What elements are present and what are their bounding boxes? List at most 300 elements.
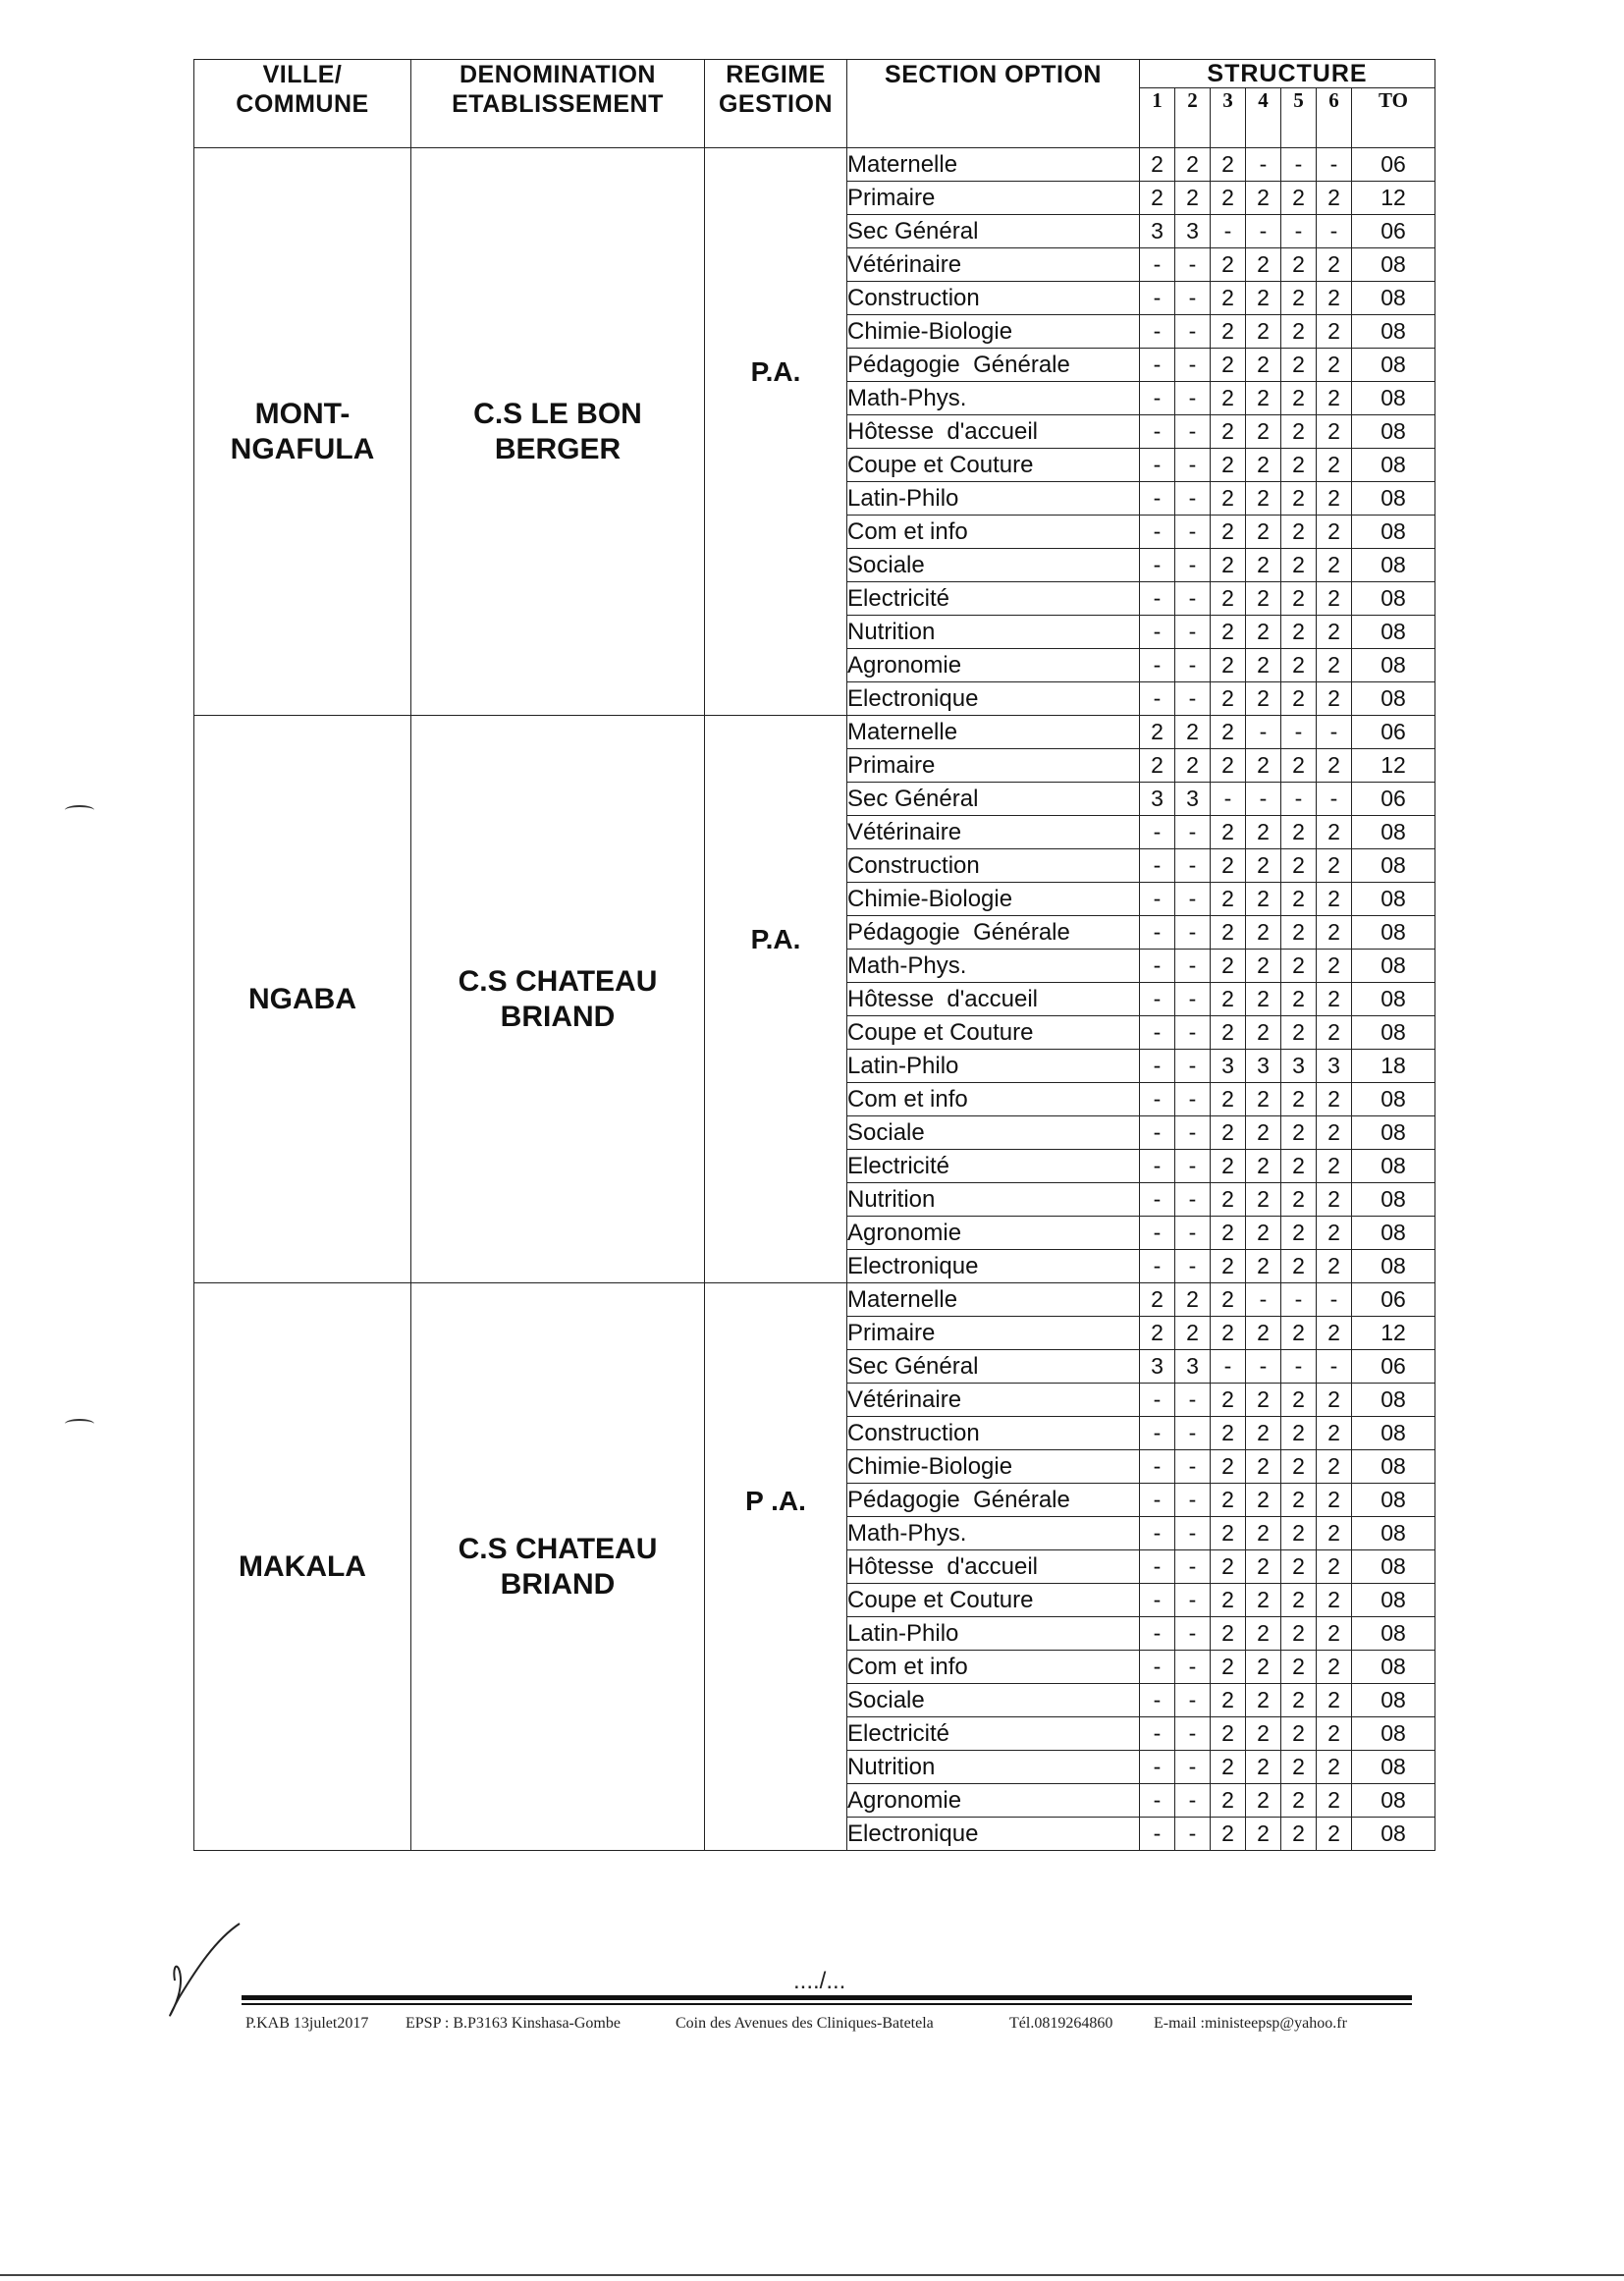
structure-col-3-cell: 2 [1211,1217,1246,1250]
structure-col-2-cell: - [1175,950,1211,983]
structure-col-3-cell: 2 [1211,582,1246,616]
structure-col-6-cell: 2 [1317,616,1352,649]
structure-col-3-cell: 2 [1211,1116,1246,1150]
section-option-cell: Electricité [847,1150,1140,1183]
structure-col-2-cell: - [1175,1417,1211,1450]
structure-col-5-cell: 2 [1281,1717,1317,1751]
structure-col-4-cell: 2 [1246,983,1281,1016]
structure-total-cell: 06 [1352,148,1435,182]
structure-total-cell: 08 [1352,1016,1435,1050]
structure-total-cell: 06 [1352,215,1435,248]
table-row [194,148,1435,182]
regime-label: P .A. [745,1486,806,1516]
structure-total-cell: 08 [1352,382,1435,415]
structure-total-cell: 08 [1352,449,1435,482]
section-option-cell: Electronique [847,1250,1140,1283]
structure-col-4-cell: 2 [1246,849,1281,883]
structure-total-cell: 08 [1352,582,1435,616]
structure-col-5-cell: 2 [1281,749,1317,783]
structure-col-3-cell: 2 [1211,950,1246,983]
section-option-cell: Coupe et Couture [847,449,1140,482]
structure-col-4-cell: 2 [1246,1584,1281,1617]
structure-col-6-cell: - [1317,716,1352,749]
structure-col-4-cell: 2 [1246,616,1281,649]
structure-col-2-cell: - [1175,1584,1211,1617]
structure-col-3-cell: 2 [1211,349,1246,382]
structure-col-5-cell: 2 [1281,1550,1317,1584]
scan-mark [65,805,94,815]
structure-col-1-cell: - [1140,1050,1175,1083]
structure-col-5-cell: 2 [1281,1818,1317,1851]
structure-col-2-cell: 2 [1175,1317,1211,1350]
section-option-cell: Sec Général [847,783,1140,816]
structure-col-3-cell: 2 [1211,182,1246,215]
structure-col-1-cell: 2 [1140,716,1175,749]
structure-col-6-cell: 2 [1317,449,1352,482]
structure-col-1-cell: - [1140,1550,1175,1584]
structure-col-5-cell: - [1281,1283,1317,1317]
structure-col-1-cell: - [1140,1384,1175,1417]
structure-col-3-cell: 2 [1211,1250,1246,1283]
section-option-cell: Agronomie [847,1784,1140,1818]
regime-gestion-cell [705,716,847,1283]
structure-total-cell: 08 [1352,1250,1435,1283]
structure-col-5-cell: - [1281,1350,1317,1384]
structure-col-1-cell: - [1140,582,1175,616]
structure-col-3-cell: - [1211,215,1246,248]
structure-col-6-cell: 2 [1317,916,1352,950]
structure-total-cell: 08 [1352,1083,1435,1116]
structure-col-1-cell: - [1140,248,1175,282]
structure-col-4-cell: 2 [1246,916,1281,950]
structure-col-6-cell: 2 [1317,1384,1352,1417]
header-col-5: 5 [1281,88,1317,148]
structure-col-5-cell: 2 [1281,1116,1317,1150]
structure-col-4-cell: - [1246,1283,1281,1317]
section-option-cell: Maternelle [847,148,1140,182]
structure-total-cell: 08 [1352,983,1435,1016]
section-option-cell: Nutrition [847,1183,1140,1217]
structure-col-6-cell: 2 [1317,282,1352,315]
structure-col-2-cell: 2 [1175,1283,1211,1317]
footer-location: Coin des Avenues des Cliniques-Batetela [676,2015,934,2032]
etablissement-cell: C.S LE BON BERGER [411,148,705,716]
structure-col-4-cell: 2 [1246,1818,1281,1851]
structure-col-6-cell: 2 [1317,1784,1352,1818]
header-regime: REGIME GESTION [705,60,847,148]
section-option-cell: Vétérinaire [847,248,1140,282]
structure-col-4-cell: 2 [1246,1250,1281,1283]
structure-col-2-cell: 3 [1175,1350,1211,1384]
structure-col-6-cell: 2 [1317,1717,1352,1751]
structure-col-1-cell: - [1140,415,1175,449]
structure-col-4-cell: 2 [1246,883,1281,916]
scan-mark [65,1419,94,1429]
structure-col-5-cell: 2 [1281,282,1317,315]
structure-col-5-cell: 2 [1281,849,1317,883]
section-option-cell: Pédagogie Générale [847,349,1140,382]
structure-table [193,59,1435,1851]
structure-col-2-cell: - [1175,1183,1211,1217]
structure-col-5-cell: 2 [1281,883,1317,916]
header-col-1: 1 [1140,88,1175,148]
section-option-cell: Coupe et Couture [847,1584,1140,1617]
structure-col-5-cell: 2 [1281,1651,1317,1684]
structure-total-cell: 08 [1352,1584,1435,1617]
structure-col-4-cell: 2 [1246,549,1281,582]
structure-col-6-cell: 2 [1317,1116,1352,1150]
structure-col-3-cell: 2 [1211,1717,1246,1751]
structure-col-2-cell: - [1175,883,1211,916]
structure-col-1-cell: - [1140,950,1175,983]
section-option-cell: Maternelle [847,1283,1140,1317]
structure-col-4-cell: 2 [1246,282,1281,315]
structure-col-6-cell: 2 [1317,1651,1352,1684]
structure-col-3-cell: 2 [1211,1317,1246,1350]
structure-col-4-cell: 2 [1246,248,1281,282]
section-option-cell: Primaire [847,749,1140,783]
structure-col-3-cell: 2 [1211,482,1246,516]
section-option-cell: Construction [847,849,1140,883]
structure-col-6-cell: 2 [1317,1617,1352,1651]
structure-col-5-cell: 2 [1281,1784,1317,1818]
structure-col-6-cell: 3 [1317,1050,1352,1083]
structure-col-6-cell: 2 [1317,516,1352,549]
structure-col-1-cell: - [1140,1751,1175,1784]
structure-col-1-cell: - [1140,1617,1175,1651]
structure-col-4-cell: 2 [1246,1083,1281,1116]
footer-email: E-mail :ministeepsp@yahoo.fr [1154,2015,1347,2032]
section-option-cell: Coupe et Couture [847,1016,1140,1050]
header-col-3: 3 [1211,88,1246,148]
structure-col-3-cell: 2 [1211,315,1246,349]
structure-col-3-cell: 2 [1211,1484,1246,1517]
etablissement-cell: C.S CHATEAU BRIAND [411,1283,705,1851]
structure-col-2-cell: 3 [1175,783,1211,816]
section-option-cell: Electricité [847,582,1140,616]
structure-col-3-cell: 2 [1211,1684,1246,1717]
structure-col-1-cell: - [1140,883,1175,916]
structure-col-4-cell: 2 [1246,1550,1281,1584]
structure-col-2-cell: - [1175,549,1211,582]
structure-col-1-cell: - [1140,449,1175,482]
structure-col-2-cell: - [1175,1450,1211,1484]
structure-col-1-cell: - [1140,315,1175,349]
structure-col-5-cell: 2 [1281,449,1317,482]
structure-total-cell: 08 [1352,1550,1435,1584]
section-option-cell: Com et info [847,1651,1140,1684]
structure-col-2-cell: - [1175,916,1211,950]
structure-col-2-cell: - [1175,849,1211,883]
structure-col-6-cell: 2 [1317,1250,1352,1283]
section-option-cell: Sociale [847,1116,1140,1150]
structure-col-1-cell: - [1140,1250,1175,1283]
structure-col-6-cell: 2 [1317,1550,1352,1584]
structure-col-4-cell: 2 [1246,349,1281,382]
structure-col-4-cell: 2 [1246,1484,1281,1517]
handwritten-initial-mark [157,1920,245,2028]
header-col-total: TO [1352,88,1435,148]
header-structure: STRUCTURE [1140,60,1435,88]
section-option-cell: Com et info [847,1083,1140,1116]
section-option-cell: Sec Général [847,215,1140,248]
structure-total-cell: 08 [1352,482,1435,516]
structure-col-4-cell: 2 [1246,1617,1281,1651]
structure-col-6-cell: 2 [1317,1150,1352,1183]
structure-col-5-cell: 2 [1281,616,1317,649]
structure-col-4-cell: 2 [1246,582,1281,616]
structure-col-1-cell: - [1140,549,1175,582]
structure-col-6-cell: 2 [1317,1517,1352,1550]
structure-col-4-cell: - [1246,1350,1281,1384]
section-option-cell: Chimie-Biologie [847,1450,1140,1484]
structure-col-3-cell: 2 [1211,1283,1246,1317]
structure-total-cell: 08 [1352,883,1435,916]
structure-col-3-cell: 2 [1211,1784,1246,1818]
structure-col-3-cell: 2 [1211,649,1246,682]
structure-col-5-cell: 2 [1281,1150,1317,1183]
structure-col-4-cell: - [1246,215,1281,248]
structure-col-1-cell: - [1140,916,1175,950]
section-option-cell: Pédagogie Générale [847,1484,1140,1517]
structure-col-2-cell: - [1175,1250,1211,1283]
structure-total-cell: 08 [1352,649,1435,682]
structure-col-5-cell: 2 [1281,682,1317,716]
structure-col-1-cell: - [1140,516,1175,549]
structure-col-2-cell: - [1175,1217,1211,1250]
structure-col-2-cell: - [1175,1116,1211,1150]
structure-col-1-cell: - [1140,682,1175,716]
structure-col-1-cell: - [1140,849,1175,883]
structure-col-1-cell: - [1140,1684,1175,1717]
structure-col-3-cell: 2 [1211,516,1246,549]
structure-col-2-cell: - [1175,482,1211,516]
structure-total-cell: 08 [1352,315,1435,349]
structure-col-5-cell: 2 [1281,382,1317,415]
structure-col-3-cell: 2 [1211,1083,1246,1116]
structure-total-cell: 08 [1352,1417,1435,1450]
structure-col-3-cell: 2 [1211,883,1246,916]
structure-total-cell: 08 [1352,1751,1435,1784]
structure-col-2-cell: - [1175,616,1211,649]
structure-col-6-cell: 2 [1317,1751,1352,1784]
footer [245,2015,1424,2040]
header-col-2: 2 [1175,88,1211,148]
structure-col-1-cell: - [1140,482,1175,516]
structure-col-4-cell: 2 [1246,1384,1281,1417]
structure-col-2-cell: - [1175,516,1211,549]
section-option-cell: Agronomie [847,649,1140,682]
regime-label: P.A. [750,924,801,954]
structure-col-3-cell: 2 [1211,1150,1246,1183]
section-option-cell: Hôtesse d'accueil [847,415,1140,449]
structure-total-cell: 08 [1352,1717,1435,1751]
structure-col-5-cell: - [1281,716,1317,749]
structure-col-2-cell: - [1175,1150,1211,1183]
structure-col-1-cell: - [1140,1818,1175,1851]
structure-col-3-cell: 2 [1211,415,1246,449]
structure-col-5-cell: 2 [1281,315,1317,349]
section-option-cell: Chimie-Biologie [847,315,1140,349]
structure-col-5-cell: 2 [1281,1384,1317,1417]
structure-col-1-cell: - [1140,983,1175,1016]
structure-col-6-cell: 2 [1317,1183,1352,1217]
structure-col-1-cell: 2 [1140,148,1175,182]
structure-col-2-cell: - [1175,1050,1211,1083]
regime-gestion-cell [705,148,847,716]
structure-total-cell: 08 [1352,1684,1435,1717]
structure-col-5-cell: 2 [1281,1083,1317,1116]
structure-total-cell: 08 [1352,1517,1435,1550]
structure-col-3-cell: 2 [1211,916,1246,950]
structure-col-1-cell: - [1140,282,1175,315]
regime-label: P.A. [750,356,801,387]
structure-col-5-cell: 2 [1281,582,1317,616]
structure-col-5-cell: 2 [1281,1751,1317,1784]
structure-col-4-cell: 2 [1246,482,1281,516]
structure-col-6-cell: 2 [1317,349,1352,382]
section-option-cell: Hôtesse d'accueil [847,983,1140,1016]
table-body [194,148,1435,1851]
structure-col-6-cell: - [1317,215,1352,248]
structure-col-1-cell: - [1140,1183,1175,1217]
structure-col-2-cell: - [1175,1550,1211,1584]
structure-total-cell: 08 [1352,1617,1435,1651]
structure-total-cell: 12 [1352,749,1435,783]
structure-col-6-cell: 2 [1317,1317,1352,1350]
structure-col-1-cell: - [1140,1417,1175,1450]
structure-col-6-cell: 2 [1317,1417,1352,1450]
structure-col-1-cell: - [1140,616,1175,649]
table-row [194,1283,1435,1317]
structure-col-4-cell: 2 [1246,1784,1281,1818]
structure-total-cell: 06 [1352,1350,1435,1384]
structure-col-1-cell: 2 [1140,1283,1175,1317]
structure-col-4-cell: 2 [1246,415,1281,449]
structure-total-cell: 08 [1352,1818,1435,1851]
structure-col-6-cell: 2 [1317,1217,1352,1250]
structure-total-cell: 18 [1352,1050,1435,1083]
structure-col-2-cell: - [1175,983,1211,1016]
structure-total-cell: 08 [1352,1784,1435,1818]
structure-col-6-cell: 2 [1317,182,1352,215]
structure-col-3-cell: 2 [1211,1751,1246,1784]
structure-col-3-cell: 2 [1211,1517,1246,1550]
section-option-cell: Hôtesse d'accueil [847,1550,1140,1584]
structure-col-4-cell: 2 [1246,182,1281,215]
structure-col-5-cell: 2 [1281,1584,1317,1617]
structure-col-5-cell: 2 [1281,349,1317,382]
structure-col-6-cell: 2 [1317,749,1352,783]
structure-col-6-cell: 2 [1317,549,1352,582]
structure-col-4-cell: 2 [1246,950,1281,983]
structure-col-4-cell: 2 [1246,1751,1281,1784]
structure-col-5-cell: - [1281,148,1317,182]
structure-col-6-cell: 2 [1317,950,1352,983]
structure-col-3-cell: 2 [1211,1417,1246,1450]
footer-phone: Tél.0819264860 [1009,2015,1113,2032]
structure-col-5-cell: 2 [1281,516,1317,549]
structure-col-5-cell: - [1281,215,1317,248]
structure-col-1-cell: - [1140,1584,1175,1617]
structure-col-1-cell: - [1140,1016,1175,1050]
structure-col-3-cell: 2 [1211,1450,1246,1484]
structure-col-6-cell: 2 [1317,382,1352,415]
header-ville: VILLE/ COMMUNE [194,60,411,148]
structure-col-1-cell: - [1140,349,1175,382]
structure-total-cell: 08 [1352,1450,1435,1484]
header-denomination: DENOMINATION ETABLISSEMENT [411,60,705,148]
structure-col-4-cell: 2 [1246,382,1281,415]
structure-col-5-cell: 2 [1281,1317,1317,1350]
footer-rule [242,1995,1412,2000]
footer-ref: P.KAB 13julet2017 [245,2015,369,2032]
structure-col-2-cell: 2 [1175,148,1211,182]
structure-col-3-cell: 2 [1211,1651,1246,1684]
structure-col-4-cell: 2 [1246,516,1281,549]
structure-col-2-cell: - [1175,1751,1211,1784]
structure-col-6-cell: 2 [1317,415,1352,449]
structure-col-1-cell: 3 [1140,783,1175,816]
structure-col-2-cell: - [1175,449,1211,482]
structure-col-6-cell: 2 [1317,1684,1352,1717]
ville-commune-cell: MONT- NGAFULA [194,148,411,716]
structure-col-6-cell: 2 [1317,682,1352,716]
structure-col-1-cell: 3 [1140,1350,1175,1384]
structure-col-3-cell: 2 [1211,148,1246,182]
structure-col-6-cell: 2 [1317,1584,1352,1617]
structure-col-2-cell: - [1175,1083,1211,1116]
scan-edge-line [0,2274,1624,2276]
structure-col-5-cell: 2 [1281,983,1317,1016]
structure-col-2-cell: - [1175,1818,1211,1851]
structure-col-6-cell: 2 [1317,1450,1352,1484]
structure-col-2-cell: - [1175,248,1211,282]
structure-col-2-cell: - [1175,349,1211,382]
structure-col-2-cell: - [1175,649,1211,682]
structure-col-6-cell: 2 [1317,883,1352,916]
structure-col-4-cell: 2 [1246,1717,1281,1751]
section-option-cell: Math-Phys. [847,1517,1140,1550]
structure-col-4-cell: 2 [1246,1116,1281,1150]
structure-col-1-cell: - [1140,1116,1175,1150]
structure-col-4-cell: 2 [1246,315,1281,349]
structure-total-cell: 08 [1352,950,1435,983]
structure-col-6-cell: 2 [1317,1818,1352,1851]
structure-col-4-cell: 3 [1246,1050,1281,1083]
header-section: SECTION OPTION [847,60,1140,148]
structure-col-3-cell: - [1211,783,1246,816]
structure-col-3-cell: 2 [1211,682,1246,716]
structure-col-2-cell: - [1175,1517,1211,1550]
structure-col-3-cell: 2 [1211,1016,1246,1050]
structure-col-4-cell: 2 [1246,749,1281,783]
structure-col-3-cell: 2 [1211,449,1246,482]
structure-col-5-cell: 2 [1281,1183,1317,1217]
structure-total-cell: 08 [1352,849,1435,883]
structure-col-1-cell: - [1140,1484,1175,1517]
section-option-cell: Sociale [847,1684,1140,1717]
structure-total-cell: 08 [1352,415,1435,449]
structure-col-3-cell: 2 [1211,1617,1246,1651]
structure-col-3-cell: 2 [1211,1584,1246,1617]
section-option-cell: Construction [847,1417,1140,1450]
section-option-cell: Vétérinaire [847,816,1140,849]
structure-col-1-cell: - [1140,649,1175,682]
structure-col-1-cell: 2 [1140,182,1175,215]
structure-col-5-cell: 2 [1281,248,1317,282]
structure-col-6-cell: 2 [1317,816,1352,849]
